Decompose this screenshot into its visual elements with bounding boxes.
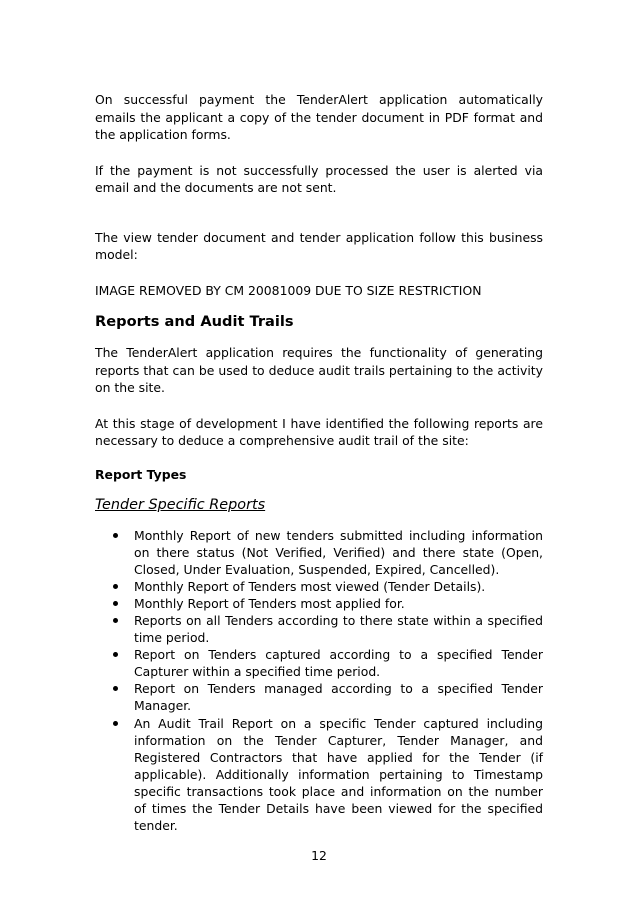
paragraph-reports-identified: At this stage of development I have identified the following reports are necessary to deduce a comprehensive audit trail of the site: — [95, 415, 543, 448]
paragraph-image-removed: IMAGE REMOVED BY CM 20081009 DUE TO SIZE RESTRICTION — [95, 282, 482, 298]
list-item — [95, 578, 543, 595]
heading-report-types: Report Types — [95, 466, 187, 482]
list-item — [95, 595, 543, 612]
bullet-icon — [113, 584, 118, 589]
list-item — [95, 715, 543, 835]
heading-tender-specific-reports: Tender Specific Reports — [95, 496, 266, 513]
bullet-icon — [113, 618, 118, 623]
paragraph-payment-failure: If the payment is not successfully processed the user is alerted via email and the documents are not sent. — [95, 162, 543, 195]
list-item-text: Monthly Report of Tenders most applied for. — [134, 595, 405, 611]
bullet-icon — [113, 686, 118, 691]
list-item — [95, 680, 543, 714]
document-body — [95, 91, 543, 834]
list-item — [95, 646, 543, 680]
report-list — [95, 527, 543, 835]
list-item-text: Report on Tenders managed according to a specified Tender Manager. — [134, 681, 543, 714]
paragraph-payment-success: On successful payment the TenderAlert application automatically emails the applicant a copy of the tender document in PDF format and the application forms. — [95, 92, 543, 142]
paragraph-business-model: The view tender document and tender application follow this business model: — [95, 229, 543, 262]
list-item-text: Report on Tenders captured according to a specified Tender Capturer within a specified time period. — [134, 647, 543, 680]
list-item-text: An Audit Trail Report on a specific Tender captured including information on the Tender Capturer, Tender Manager, and Registered Contractors that have applied for the Tender (if applicable). Additionally information pertaining to Timestamp specific transactions took place and information on the number of times the Tender Details have been viewed for the specified tender. — [134, 715, 543, 834]
list-item — [95, 527, 543, 578]
list-item-text: Monthly Report of Tenders most viewed (Tender Details). — [134, 578, 486, 594]
bullet-icon — [113, 652, 118, 657]
list-item-text: Monthly Report of new tenders submitted including information on there status (Not Verified, Verified) and there state (Open, Closed, Under Evaluation, Suspended, Expired, Cancelled). — [134, 527, 543, 577]
heading-reports-audit-trails: Reports and Audit Trails — [95, 313, 294, 330]
paragraph-reports-intro: The TenderAlert application requires the functionality of generating reports that can be used to deduce audit trails pertaining to the activity on the site. — [95, 345, 543, 395]
bullet-icon — [113, 533, 118, 538]
list-item-text: Reports on all Tenders according to there state within a specified time period. — [134, 612, 543, 646]
list-item — [95, 612, 543, 646]
bullet-icon — [113, 601, 118, 606]
bullet-icon — [113, 721, 118, 726]
page-number: 12 — [311, 848, 327, 863]
